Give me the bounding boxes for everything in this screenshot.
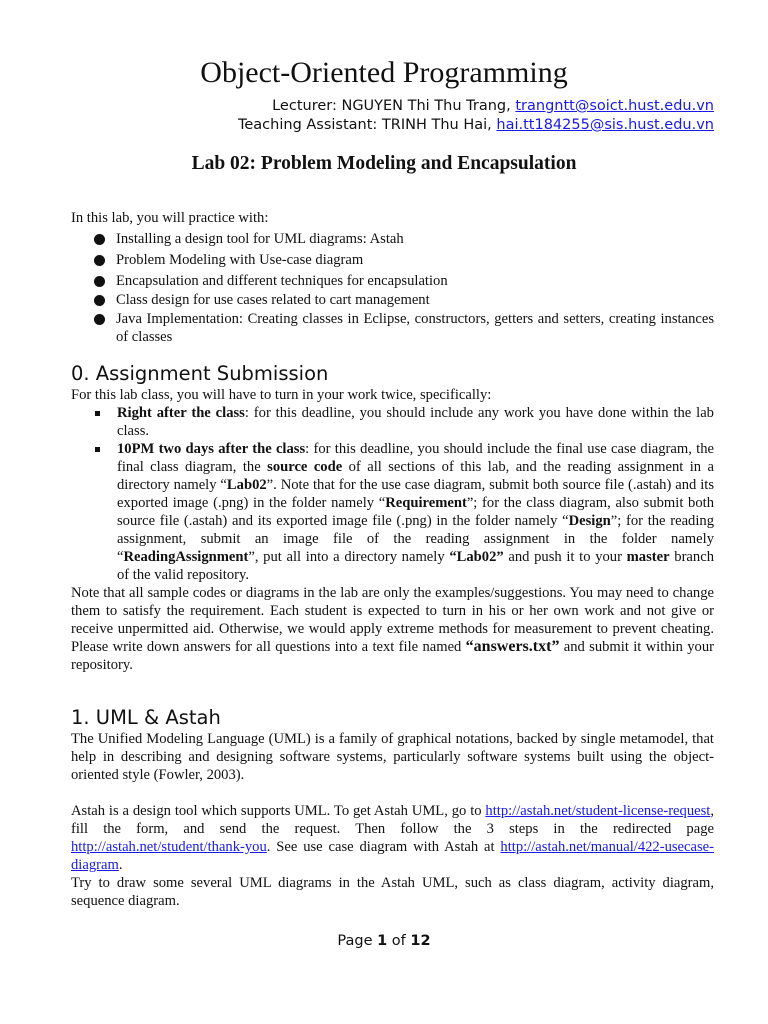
bullet-icon [94, 314, 105, 325]
bullet-icon [94, 276, 105, 287]
bullet-icon [94, 234, 105, 245]
astah-paragraph: Astah is a design tool which supports UML. To get Astah UML, go to http://astah.net/student-license-request, fill the form, and send the request. Then follow the 3 steps in the redirected page http://astah.net/student/thank-you. See use case diagram with Astah at http://astah.net/manual/422-usecase-diagram. [71, 803, 714, 873]
try-paragraph: Try to draw some several UML diagrams in the Astah UML, such as class diagram, activity diagram, sequence diagram. [71, 875, 714, 909]
section-heading: 1. UML & Astah [71, 706, 221, 729]
list-item: Encapsulation and different techniques for encapsulation [71, 272, 714, 290]
thank-you-link[interactable]: http://astah.net/student/thank-you [71, 839, 267, 855]
practice-list [71, 230, 714, 346]
lecturer-email-link[interactable]: trangntt@soict.hust.edu.vn [515, 98, 714, 114]
deadline-list [71, 404, 714, 584]
submission-note: Note that all sample codes or diagrams in the lab are only the examples/suggestions. You may need to change them to satisfy the requirement. Each student is expected to turn in his or her own work and not give or receive unpermitted aid. Otherwise, we would apply extreme methods for measurement to prevent cheating. Please write down answers for all questions into a text file named “answers.txt” and submit it within your repository. [71, 585, 714, 673]
intro-section [71, 209, 714, 349]
square-bullet-icon [95, 411, 100, 416]
intro-lead: In this lab, you will practice with: [71, 210, 269, 226]
lab-title: Lab 02: Problem Modeling and Encapsulation [191, 153, 577, 174]
student-license-link[interactable]: http://astah.net/student-license-request [485, 803, 711, 819]
list-item: Right after the class: for this deadline, you should include any work you have done within the lab class. [71, 404, 714, 440]
list-item: Java Implementation: Creating classes in Eclipse, constructors, getters and setters, creating instances of classes [71, 310, 714, 346]
section-lead: For this lab class, you will have to turn in your work twice, specifically: [71, 387, 492, 403]
lecturer-line [272, 97, 714, 115]
answers-filename: “answers.txt” [465, 638, 560, 655]
ta-email-link[interactable]: hai.tt184255@sis.hust.edu.vn [496, 117, 714, 133]
list-item: 10PM two days after the class: for this deadline, you should include the final use case diagram, the final class diagram, the source code of all sections of this lab, and the reading assignment in a directory namely “Lab02”. Note that for the use case diagram, submit both source file (.astah) and its exported image (.png) in the folder namely “Requirement”; for the class diagram, also submit both source file (.astah) and its exported image file (.png) in the folder namely “Design”; for the reading assignment, submit an image file of the reading assignment in the folder namely “ReadingAssignment”, put all into a directory namely “Lab02” and push it to your master branch of the valid repository. [71, 440, 714, 584]
bullet-icon [94, 295, 105, 306]
list-item: Problem Modeling with Use-case diagram [71, 251, 714, 269]
section-assignment-submission [71, 362, 714, 674]
total-pages: 12 [410, 933, 431, 949]
course-title: Object-Oriented Programming [200, 56, 568, 89]
list-item: Installing a design tool for UML diagrams: Astah [71, 230, 714, 248]
bullet-icon [94, 255, 105, 266]
square-bullet-icon [95, 447, 100, 452]
ta-line [238, 116, 714, 134]
usecase-manual-link[interactable]: http://astah.net/manual/422-usecase-diagram [71, 839, 714, 873]
lecturer-label: Lecturer: NGUYEN Thi Thu Trang, [272, 98, 516, 114]
current-page-number: 1 [377, 933, 388, 949]
list-item: Class design for use cases related to cart management [71, 291, 714, 309]
ta-label: Teaching Assistant: TRINH Thu Hai, [237, 117, 497, 133]
section-heading: 0. Assignment Submission [71, 362, 329, 385]
section-uml-astah [71, 706, 714, 910]
uml-paragraph: The Unified Modeling Language (UML) is a family of graphical notations, backed by single metamodel, that help in describing and designing software systems, particularly software systems built using the object-oriented style (Fowler, 2003). [71, 731, 714, 783]
page-footer: Page 1 of 12 [337, 933, 431, 949]
